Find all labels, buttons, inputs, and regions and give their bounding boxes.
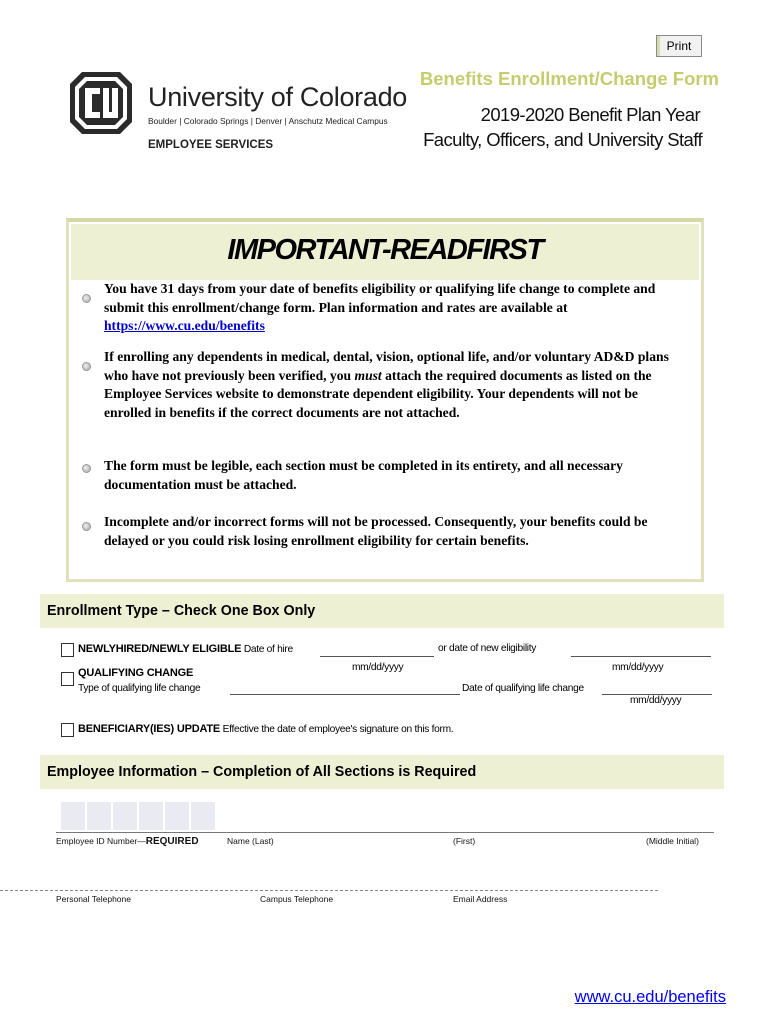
- notice-deadline: You have 31 days from your date of benefits eligibility or qualifying life change to complete and submit this enrollment/change form. Plan information and rates are available at https://www.cu.edu/benefits: [104, 281, 656, 333]
- footer-benefits-link[interactable]: www.cu.edu/benefits: [574, 988, 726, 1006]
- notice-legible: The form must be legible, each section must be completed in its entirety, and all necessary documentation must be attached.: [104, 458, 623, 492]
- bullet-icon: [82, 522, 91, 531]
- hire-date-field[interactable]: [320, 656, 434, 657]
- employee-id-digit-field[interactable]: [87, 802, 111, 830]
- new-eligibility-label: or date of new eligibility: [438, 643, 537, 654]
- new-hire-checkbox[interactable]: [61, 643, 74, 657]
- personal-phone-label: Personal Telephone: [56, 894, 131, 904]
- enrollment-type-heading: Enrollment Type – Check One Box Only: [40, 594, 724, 628]
- date-format-hint: mm/dd/yyyy: [612, 662, 664, 673]
- university-name: University of Colorado: [148, 82, 408, 112]
- plan-year: 2019-2020 Benefit Plan Year: [480, 104, 700, 125]
- type-of-change-label: Type of qualifying life change: [78, 683, 201, 694]
- qualifying-change-label: QUALIFYING CHANGE: [78, 667, 194, 679]
- notice-dependents: If enrolling any dependents in medical, dental, vision, optional life, and/or voluntary AD&D plans who have not previously been verified, you must attach the required documents as listed on the Employee Services website to demonstrate dependent eligibility. Your dependents will not be enrolled in benefits if the correct documents are not attached.: [104, 349, 669, 420]
- plan-group: Faculty, Officers, and University Staff: [423, 129, 702, 150]
- employee-id-digit-field[interactable]: [191, 802, 215, 830]
- benefits-link[interactable]: https://www.cu.edu/benefits: [104, 318, 265, 333]
- name-line[interactable]: [56, 832, 714, 833]
- eligibility-date-field[interactable]: [571, 656, 711, 657]
- campus-list: Boulder | Colorado Springs | Denver | Anschutz Medical Campus: [148, 116, 388, 126]
- beneficiary-row: BENEFICIARY(IES) UPDATE Effective the date of employee's signature on this form.: [78, 723, 454, 735]
- beneficiary-update-checkbox[interactable]: [61, 723, 74, 737]
- last-name-label: Name (Last): [227, 836, 274, 846]
- cu-logo-icon: [70, 72, 132, 134]
- employee-info-heading: Employee Information – Completion of All Sections is Required: [40, 755, 724, 789]
- first-name-label: (First): [453, 836, 476, 846]
- bullet-icon: [82, 294, 91, 303]
- employee-id-label: Employee ID Number—REQUIRED: [56, 836, 199, 847]
- department-name: EMPLOYEE SERVICES: [148, 139, 274, 151]
- important-header: [71, 224, 699, 280]
- contact-line[interactable]: [0, 890, 658, 891]
- new-hire-row: NEWLYHIRED/NEWLY ELIGIBLE Date of hire: [78, 643, 293, 655]
- bullet-icon: [82, 464, 91, 473]
- qualifying-change-checkbox[interactable]: [61, 672, 74, 686]
- employee-id-digit-field[interactable]: [113, 802, 137, 830]
- date-format-hint: mm/dd/yyyy: [352, 662, 404, 673]
- campus-phone-label: Campus Telephone: [260, 894, 334, 904]
- type-of-change-field[interactable]: [230, 694, 460, 695]
- notice-incomplete: Incomplete and/or incorrect forms will not be processed. Consequently, your benefits could be delayed or you could risk losing enrollment eligibility for certain benefits.: [104, 514, 648, 548]
- email-label: Email Address: [453, 894, 508, 904]
- employee-id-digit-field[interactable]: [165, 802, 189, 830]
- middle-initial-label: (Middle Initial): [646, 836, 699, 846]
- employee-id-digit-field[interactable]: [61, 802, 85, 830]
- important-title: IMPORTANT-READFIRST: [227, 234, 543, 266]
- date-format-hint: mm/dd/yyyy: [630, 695, 682, 706]
- employee-id-digit-field[interactable]: [139, 802, 163, 830]
- print-button[interactable]: Print: [656, 35, 702, 57]
- form-title: Benefits Enrollment/Change Form: [419, 68, 719, 89]
- date-of-change-label: Date of qualifying life change: [462, 683, 584, 694]
- bullet-icon: [82, 362, 91, 371]
